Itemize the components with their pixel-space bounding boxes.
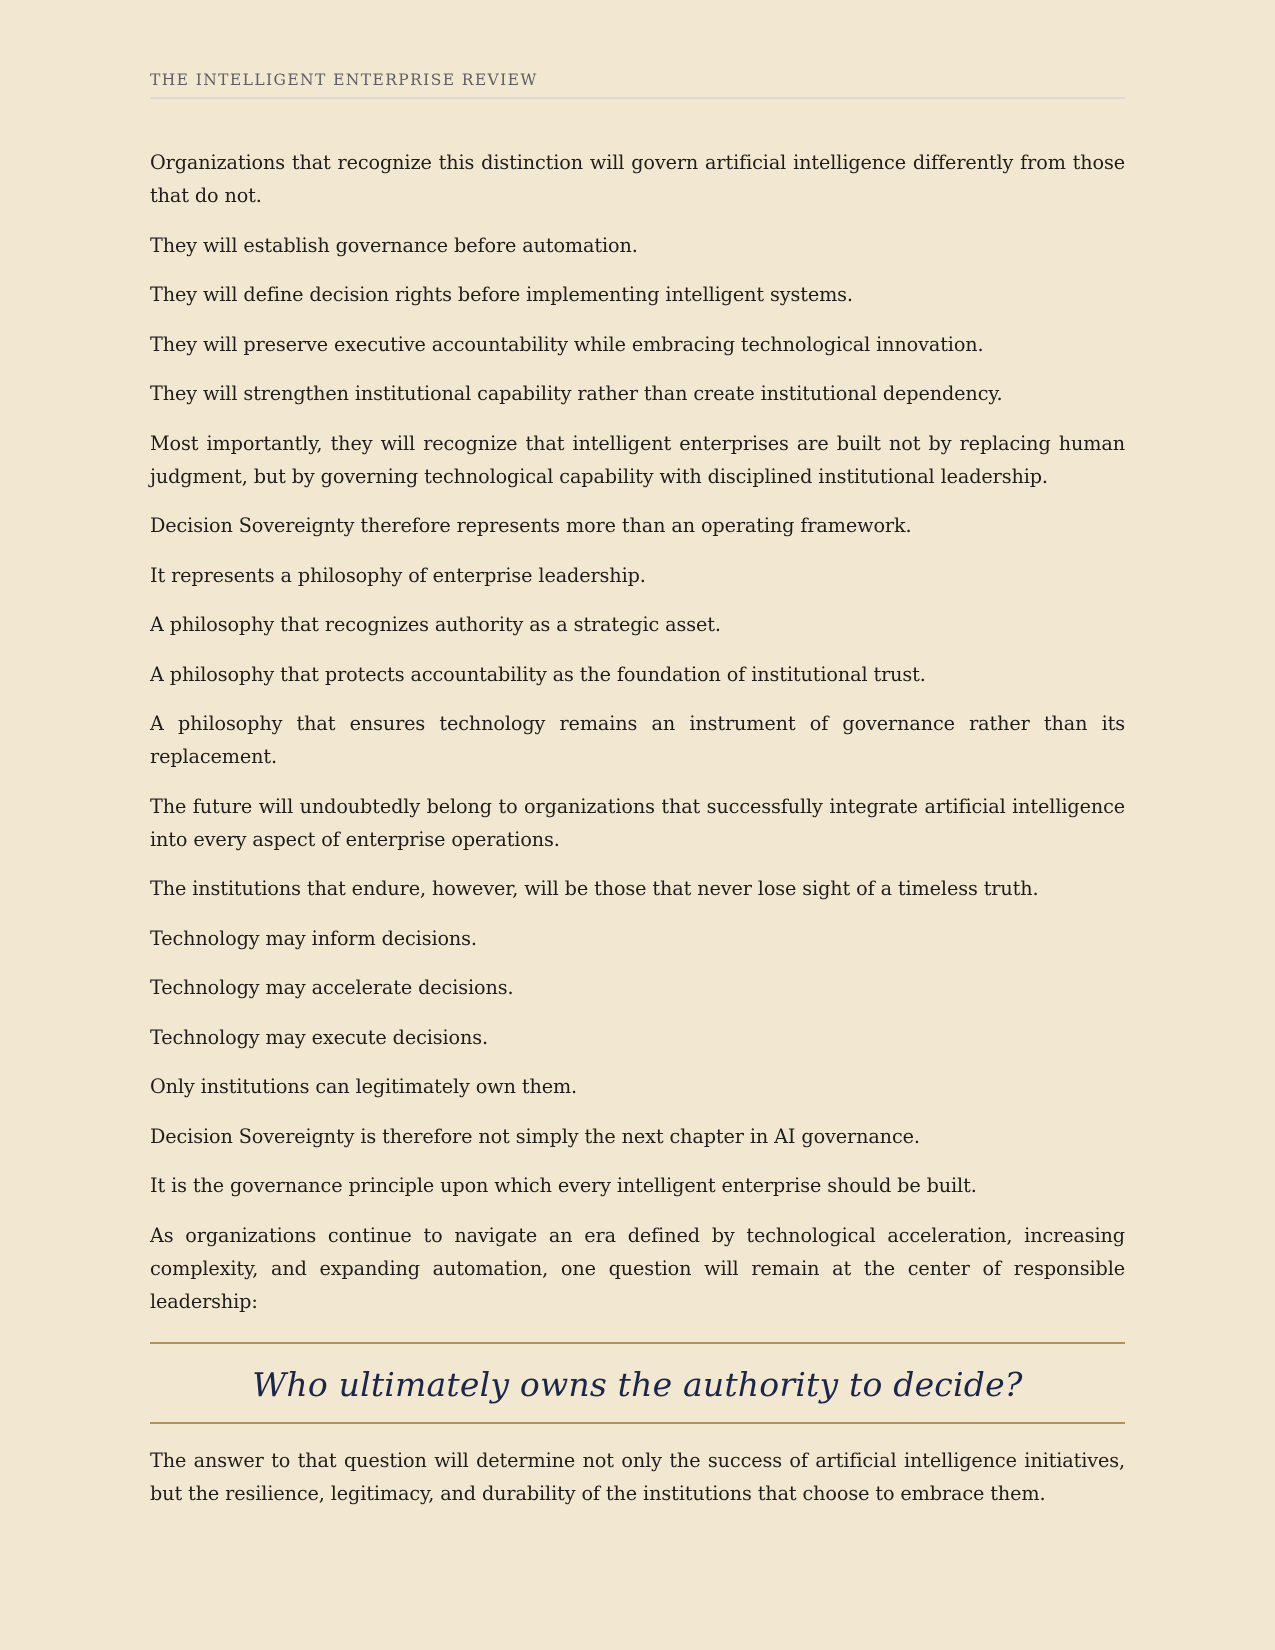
paragraph: Decision Sovereignty therefore represents more than an operating framework. bbox=[150, 514, 912, 537]
paragraph: They will establish governance before automation. bbox=[150, 233, 638, 257]
paragraph: It represents a philosophy of enterprise leadership. bbox=[150, 563, 646, 587]
paragraph: Only institutions can legitimately own them. bbox=[150, 1075, 578, 1098]
pull-quote: Who ultimately owns the authority to decide? bbox=[252, 1364, 1023, 1404]
running-header: THE INTELLIGENT ENTERPRISE REVIEW bbox=[150, 71, 1125, 99]
paragraph: They will define decision rights before implementing intelligent systems. bbox=[150, 283, 853, 306]
paragraph: The future will undoubtedly belong to organizations that successfully integrate artificial intelligence into every aspect of enterprise operations. bbox=[150, 794, 1125, 851]
paragraph: Technology may execute decisions. bbox=[150, 1025, 489, 1049]
paragraph: A philosophy that ensures technology remains an instrument of governance rather than its replacement. bbox=[150, 712, 1125, 768]
paragraph: Technology may inform decisions. bbox=[150, 926, 477, 950]
paragraph: Most importantly, they will recognize that intelligent enterprises are built not by replacing human judgment, but by governing technological capability with disciplined institutional leadership. bbox=[150, 431, 1125, 488]
paragraph: Decision Sovereignty is therefore not simply the next chapter in AI governance. bbox=[150, 1124, 920, 1148]
document-page bbox=[150, 71, 1125, 1526]
paragraph: They will preserve executive accountability while embracing technological innovation. bbox=[150, 332, 984, 356]
paragraph: The institutions that endure, however, will be those that never lose sight of a timeless truth. bbox=[150, 877, 1039, 900]
paragraph: The answer to that question will determine not only the success of artificial intelligence initiatives, but the resilience, legitimacy, and durability of the institutions that choose to embrace them. bbox=[150, 1448, 1125, 1505]
pull-quote-block bbox=[150, 1342, 1125, 1424]
paragraph: As organizations continue to navigate an era defined by technological acceleration, increasing complexity, and expanding automation, one question will remain at the center of responsible leadership: bbox=[150, 1223, 1125, 1313]
paragraph: Technology may accelerate decisions. bbox=[150, 976, 514, 999]
article-body bbox=[150, 146, 1125, 1510]
paragraph: It is the governance principle upon which every intelligent enterprise should be built. bbox=[150, 1174, 977, 1197]
paragraph: A philosophy that protects accountability as the foundation of institutional trust. bbox=[150, 662, 926, 686]
paragraph: A philosophy that recognizes authority as a strategic asset. bbox=[150, 613, 721, 636]
paragraph: Organizations that recognize this distinction will govern artificial intelligence differently from those that do not. bbox=[150, 151, 1125, 207]
paragraph: They will strengthen institutional capability rather than create institutional dependency. bbox=[150, 382, 1003, 405]
